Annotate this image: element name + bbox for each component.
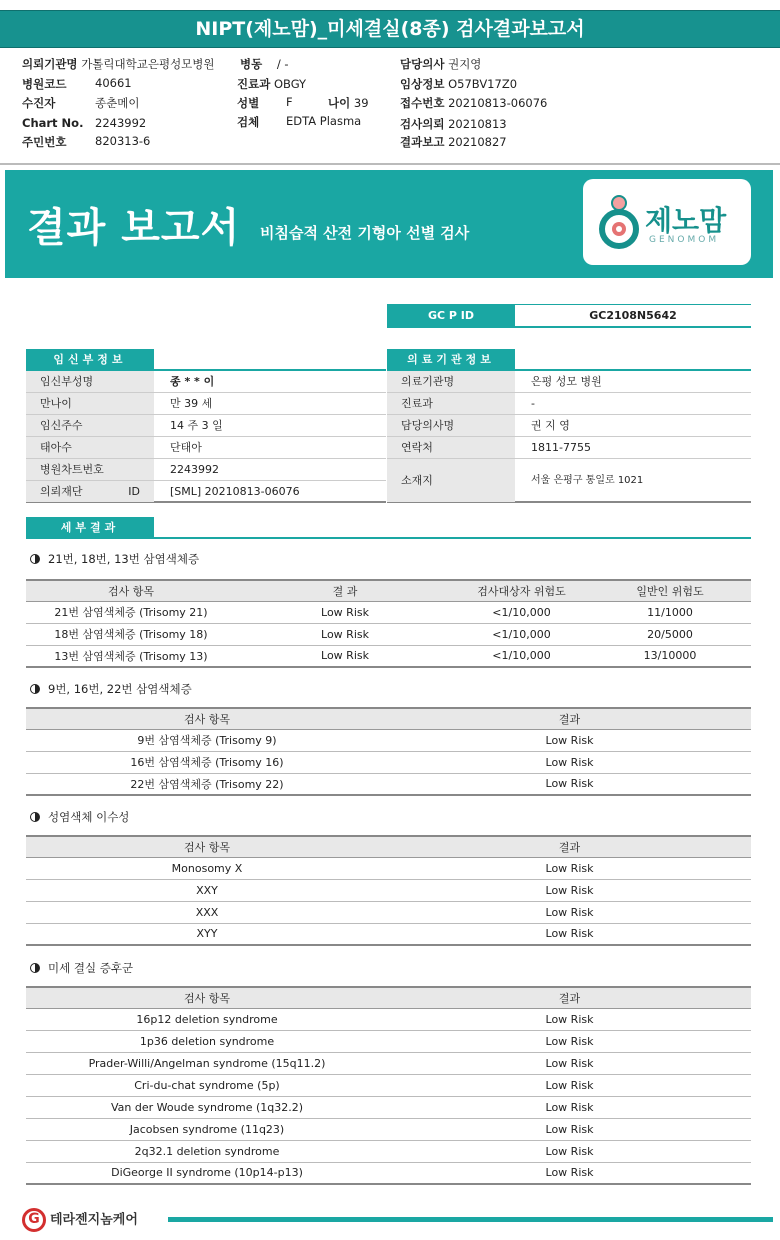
info-row: [26, 481, 386, 503]
section2-title: 9번, 16번, 22번 삼염색체증: [30, 681, 192, 697]
info-value: 권 지 영: [531, 419, 570, 432]
table-row: [26, 879, 751, 901]
logo-subtext: GENOMOM: [649, 235, 720, 245]
test-item: 2q32.1 deletion syndrome: [26, 1140, 388, 1162]
info-label: 의료기관명: [387, 371, 515, 392]
footer-accent-bar: [168, 1217, 773, 1222]
half-circle-icon: [30, 812, 40, 822]
table-row: [26, 1140, 751, 1162]
half-circle-icon: [30, 684, 40, 694]
info-label: 임신주수: [26, 415, 154, 436]
recipient-label: 수진자: [22, 96, 56, 110]
result: Low Risk: [388, 1052, 751, 1074]
info-label: 진료과: [387, 393, 515, 414]
department-label: 진료과: [237, 77, 271, 91]
half-circle-icon: [30, 554, 40, 564]
col-header: 검사 항목: [26, 708, 388, 729]
info-value: 2243992: [170, 463, 219, 476]
age-value: 39: [353, 96, 369, 110]
table-row: [26, 645, 751, 667]
info-value: 단태아: [170, 441, 202, 454]
department-value: OBGY: [273, 77, 307, 91]
institution-info-heading: 의료기관정보: [387, 349, 515, 370]
info-row: [387, 393, 751, 415]
hospital-code-label: 병원코드: [22, 77, 67, 91]
info-row: [387, 415, 751, 437]
microdeletion-table: [26, 986, 751, 1185]
result: Low Risk: [388, 879, 751, 901]
request-value: 20210813: [448, 117, 507, 131]
info-label: 태아수: [26, 437, 154, 458]
result: Low Risk: [388, 1096, 751, 1118]
info-value: [SML] 20210813-06076: [170, 485, 300, 498]
result: Low Risk: [388, 773, 751, 795]
table-header-row: [26, 987, 751, 1008]
pregnant-info-heading: 임신부정보: [26, 349, 154, 370]
table-row: [26, 1162, 751, 1184]
institution-info-table: [387, 371, 751, 503]
table-row: [26, 729, 751, 751]
test-item: 9번 삼염색체증 (Trisomy 9): [26, 729, 388, 751]
header-divider: [0, 163, 780, 165]
specimen-value: EDTA Plasma: [286, 114, 362, 128]
banner-subtitle: 비침습적 산전 기형아 선별 검사: [260, 224, 470, 242]
general-risk: 13/10000: [589, 645, 751, 667]
receipt-no-value: 20210813-06076: [448, 96, 548, 110]
test-item: 22번 삼염색체증 (Trisomy 22): [26, 773, 388, 795]
info-row: [387, 371, 751, 393]
doctor-label: 담당의사: [400, 57, 445, 71]
clinical-label: 임상정보: [400, 77, 445, 91]
table-row: [26, 601, 751, 623]
company-mark-icon: G: [22, 1208, 46, 1232]
detail-results-line: [26, 537, 751, 539]
clinical-value: O57BV17Z0: [448, 77, 518, 91]
table-row: [26, 901, 751, 923]
info-value: 14 주 3 일: [170, 419, 223, 432]
result: Low Risk: [388, 901, 751, 923]
info-label: 의뢰재단 ID: [26, 481, 154, 502]
gcp-id-box: [387, 304, 751, 328]
chart-no-label: Chart No.: [22, 116, 84, 130]
institution-value: 가톨릭대학교은평성모병원: [81, 57, 215, 71]
general-risk: 11/1000: [589, 601, 751, 623]
report-title: NIPT(제노맘)_미세결실(8종) 검사결과보고서: [0, 10, 780, 48]
section1-title: 21번, 18번, 13번 삼염색체증: [30, 551, 199, 567]
table-row: [26, 857, 751, 879]
table-row: [26, 1118, 751, 1140]
info-value: 1811-7755: [531, 441, 591, 454]
footer-company-name: 테라젠지놈케어: [50, 1212, 138, 1228]
col-header: 결과: [388, 836, 751, 857]
rrn-label: 주민번호: [22, 135, 67, 149]
info-value: 서울 은평구 통일로 1021: [531, 475, 644, 486]
result: Low Risk: [388, 1118, 751, 1140]
report-value: 20210827: [448, 135, 507, 149]
report-label: 결과보고: [400, 135, 445, 149]
result-banner: [5, 170, 773, 278]
result: Low Risk: [388, 1162, 751, 1184]
info-value: 만 39 세: [170, 397, 213, 410]
section3-title: 성염색체 이수성: [30, 809, 129, 825]
test-item: Prader-Willi/Angelman syndrome (15q11.2): [26, 1052, 388, 1074]
info-label: 소재지: [387, 459, 515, 502]
info-row: [26, 415, 386, 437]
footer-company-logo: [22, 1208, 138, 1232]
col-header: 일반인 위험도: [589, 580, 751, 601]
info-label: 연락처: [387, 437, 515, 458]
test-item: 18번 삼염색체증 (Trisomy 18): [26, 623, 236, 645]
genomom-logo: [583, 179, 751, 265]
table-row: [26, 1052, 751, 1074]
ward-value: / -: [276, 57, 289, 71]
rrn-value: 820313-6: [95, 134, 151, 148]
genomom-logo-icon: [597, 193, 641, 251]
chart-no-value: 2243992: [95, 116, 147, 130]
test-item: DiGeorge II syndrome (10p14-p13): [26, 1162, 388, 1184]
section4-title: 미세 결실 증후군: [30, 960, 133, 976]
col-header: 검사 항목: [26, 580, 236, 601]
logo-name: 제노맘: [645, 204, 727, 237]
table-row: [26, 923, 751, 945]
table-row: [26, 623, 751, 645]
result: Low Risk: [388, 857, 751, 879]
info-row: [387, 459, 751, 503]
test-item: Monosomy X: [26, 857, 388, 879]
table-header-row: [26, 580, 751, 601]
sex-chromosome-table: [26, 835, 751, 946]
info-row: [387, 437, 751, 459]
result: Low Risk: [236, 623, 454, 645]
gcp-id-label: GC P ID: [387, 305, 515, 327]
subject-risk: <1/10,000: [454, 623, 589, 645]
info-row: [26, 371, 386, 393]
test-item: XXX: [26, 901, 388, 923]
info-label: 병원차트번호: [26, 459, 154, 480]
test-item: 16p12 deletion syndrome: [26, 1008, 388, 1030]
info-row: [26, 459, 386, 481]
info-row: [26, 437, 386, 459]
banner-title: 결과 보고서: [27, 205, 241, 251]
col-header: 검사대상자 위험도: [454, 580, 589, 601]
result: Low Risk: [388, 1140, 751, 1162]
table-row: [26, 751, 751, 773]
info-label: 담당의사명: [387, 415, 515, 436]
col-header: 검사 항목: [26, 836, 388, 857]
table-header-row: [26, 836, 751, 857]
result: Low Risk: [236, 601, 454, 623]
table-row: [26, 1030, 751, 1052]
trisomy-table: [26, 579, 751, 668]
subject-risk: <1/10,000: [454, 645, 589, 667]
table-row: [26, 1008, 751, 1030]
test-item: 21번 삼염색체증 (Trisomy 21): [26, 601, 236, 623]
gcp-id-value: GC2108N5642: [589, 309, 677, 322]
institution-label: 의뢰기관명: [22, 57, 78, 71]
result: Low Risk: [388, 729, 751, 751]
sex-label: 성별: [237, 96, 260, 110]
age-label: 나이: [328, 96, 351, 110]
sex-value: F: [286, 95, 293, 109]
col-header: 결과: [388, 987, 751, 1008]
test-item: Cri-du-chat syndrome (5p): [26, 1074, 388, 1096]
hospital-code-value: 40661: [95, 76, 132, 90]
info-value: 은평 성모 병원: [531, 375, 602, 388]
doctor-value: 권지영: [448, 57, 482, 71]
recipient-value: 종춘메이: [95, 96, 140, 110]
trisomy-rare-table: [26, 707, 751, 796]
test-item: 13번 삼염색체증 (Trisomy 13): [26, 645, 236, 667]
result: Low Risk: [388, 1074, 751, 1096]
info-label: 만나이: [26, 393, 154, 414]
result: Low Risk: [388, 1008, 751, 1030]
general-risk: 20/5000: [589, 623, 751, 645]
test-item: Van der Woude syndrome (1q32.2): [26, 1096, 388, 1118]
patient-header: [0, 52, 780, 164]
result: Low Risk: [236, 645, 454, 667]
test-item: XXY: [26, 879, 388, 901]
specimen-label: 검체: [237, 115, 260, 129]
subject-risk: <1/10,000: [454, 601, 589, 623]
table-row: [26, 773, 751, 795]
table-row: [26, 1074, 751, 1096]
detail-results-heading: 세부결과: [26, 517, 154, 538]
result: Low Risk: [388, 923, 751, 945]
pregnant-info-table: [26, 371, 386, 503]
info-row: [26, 393, 386, 415]
half-circle-icon: [30, 963, 40, 973]
test-item: Jacobsen syndrome (11q23): [26, 1118, 388, 1140]
ward-label: 병동: [240, 57, 263, 71]
result: Low Risk: [388, 1030, 751, 1052]
test-item: 16번 삼염색체증 (Trisomy 16): [26, 751, 388, 773]
request-label: 검사의뢰: [400, 117, 445, 131]
table-row: [26, 1096, 751, 1118]
test-item: 1p36 deletion syndrome: [26, 1030, 388, 1052]
col-header: 결과: [388, 708, 751, 729]
table-header-row: [26, 708, 751, 729]
col-header: 검사 항목: [26, 987, 388, 1008]
info-value: -: [531, 397, 535, 410]
test-item: XYY: [26, 923, 388, 945]
info-value: 종 * * 이: [170, 375, 215, 388]
result: Low Risk: [388, 751, 751, 773]
col-header: 결 과: [236, 580, 454, 601]
receipt-no-label: 접수번호: [400, 96, 445, 110]
info-label: 임신부성명: [26, 371, 154, 392]
